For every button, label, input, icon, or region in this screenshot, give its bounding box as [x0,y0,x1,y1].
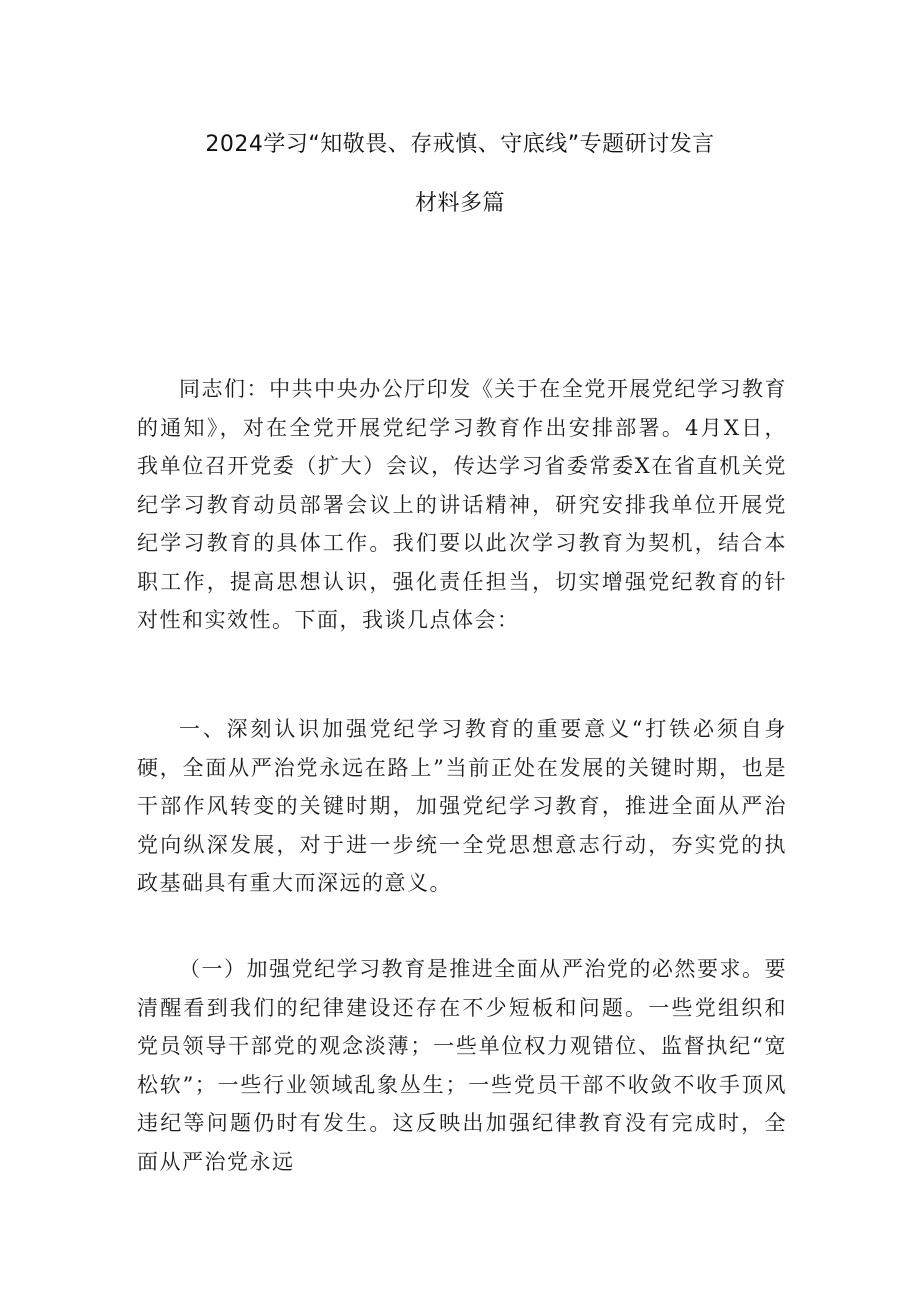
document-title-line-1: 2024学习“知敬畏、存戒慎、守底线”专题研讨发言 [205,132,715,157]
paragraph-opening: 同志们：中共中央办公厅印发《关于在全党开展党纪学习教育的通知》，对在全党开展党纪学习教育作出安排部署。4月X日，我单位召开党委（扩大）会议，传达学习省委常委X在省直机关党纪学习教育动员部署会议上的讲话精神，研究安排我单位开展党纪学习教育的具体工作。我们要以此次学习教育为契机，结合本职工作，提高思想认识，强化责任担当，切实增强党纪教育的针对性和实效性。下面，我谈几点体会： [137,377,787,632]
paragraph-subsection-one: （一）加强党纪学习教育是推进全面从严治党的必然要求。要清醒看到我们的纪律建设还存在不少短板和问题。一些党组织和党员领导干部党的观念淡薄；一些单位权力观错位、监督执纪“宽松软”；一些行业领域乱象丛生；一些党员干部不收敛不收手顶风违纪等问题仍时有发生。这反映出加强纪律教育没有完成时，全面从严治党永远 [137,957,787,1174]
paragraph-section-one: 一、深刻认识加强党纪学习教育的重要意义“打铁必须自身硬，全面从严治党永远在路上”当前正处在发展的关键时期，也是干部作风转变的关键时期，加强党纪学习教育，推进全面从严治党向纵深发展，对于进一步统一全党思想意志行动，夯实党的执政基础具有重大而深远的意义。 [137,717,787,895]
document-title-line-2: 材料多篇 [414,191,505,216]
